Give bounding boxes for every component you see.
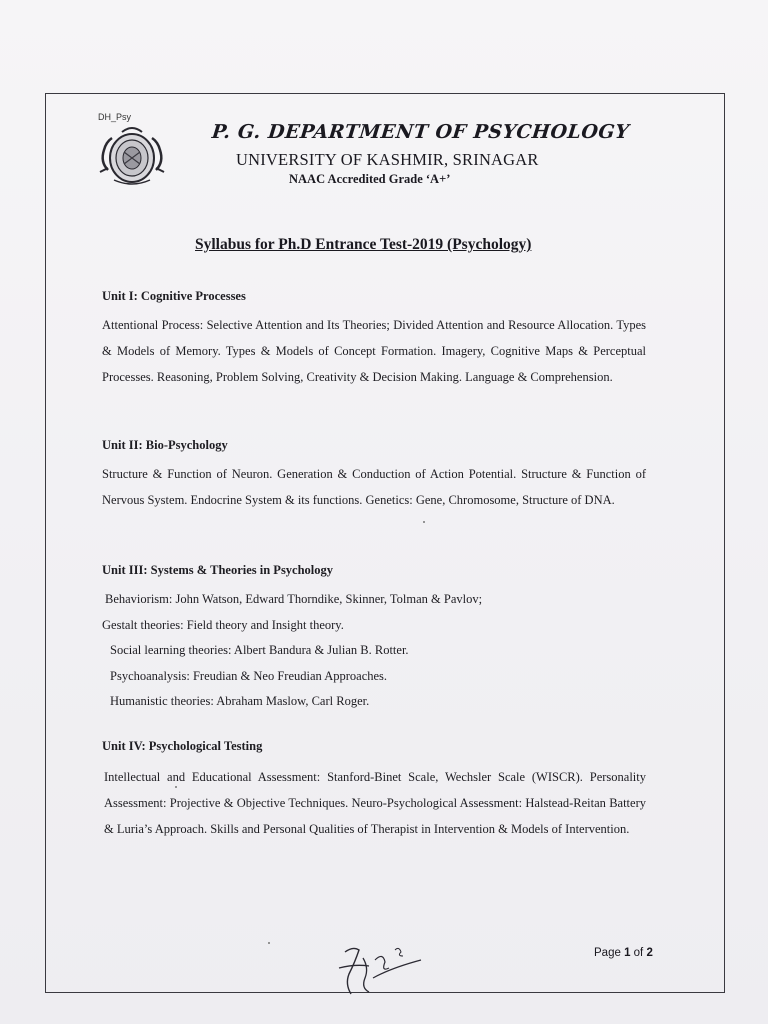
syllabus-title: Syllabus for Ph.D Entrance Test-2019 (Psychology) [195,236,532,253]
unit-section-cognitive [102,287,646,390]
unit-heading: Unit III: Systems & Theories in Psychology [102,563,334,577]
university-name: UNIVERSITY OF KASHMIR, SRINAGAR [236,150,539,169]
list-item: Humanistic theories: Abraham Maslow, Carl Roger. [110,694,370,709]
page-number: Page 1 of 2 [594,947,653,959]
unit-section-systems-theories [102,561,646,715]
unit-section-bio-psychology [102,436,646,514]
unit-description: Attentional Process: Selective Attention and Its Theories; Divided Attention and Resource Allocation. Types & Models of Memory. Types & Models of Concept Formation. Imagery, Cognitive Maps & Perceptual Processes. Reasoning, Problem Solving, Creativity & Decision Making. Language & Comprehension. [102,318,646,384]
handwritten-signature [325,938,425,1000]
page-border [45,93,725,993]
accreditation-line: NAAC Accredited Grade ‘A+’ [289,172,451,186]
university-seal-icon [94,122,170,188]
scan-speck [268,942,270,944]
list-item: Psychoanalysis: Freudian & Neo Freudian Approaches. [110,668,388,683]
unit-heading: Unit I: Cognitive Processes [102,289,246,303]
unit-description: Structure & Function of Neuron. Generation & Conduction of Action Potential. Structure & Function of Nervous System. Endocrine System & its functions. Genetics: Gene, Chromosome, Structure of DNA. [102,467,646,507]
unit-description: Intellectual and Educational Assessment: Stanford-Binet Scale, Wechsler Scale (WISCR). Personality Assessment: Projective & Objective Techniques. Neuro-Psychological Assessment: Halstead-Reitan Battery & Luria’s Approach. Skills and Personal Qualities of Therapist in Intervention & Models of Intervention. [104,770,646,836]
list-item: Behaviorism: John Watson, Edward Thorndike, Skinner, Tolman & Pavlov; [105,592,483,606]
unit-heading: Unit IV: Psychological Testing [102,739,263,753]
scan-speck [423,521,425,523]
unit-section-testing [102,737,646,842]
scan-mark: DH_Psy [98,112,132,122]
unit-heading: Unit II: Bio-Psychology [102,438,228,452]
department-title: P. G. DEPARTMENT OF PSYCHOLOGY [210,121,631,143]
list-item: Social learning theories: Albert Bandura & Julian B. Rotter. [110,643,409,658]
list-item: Gestalt theories: Field theory and Insight theory. [102,617,344,632]
unit-description [102,587,646,715]
scan-speck [175,786,177,788]
